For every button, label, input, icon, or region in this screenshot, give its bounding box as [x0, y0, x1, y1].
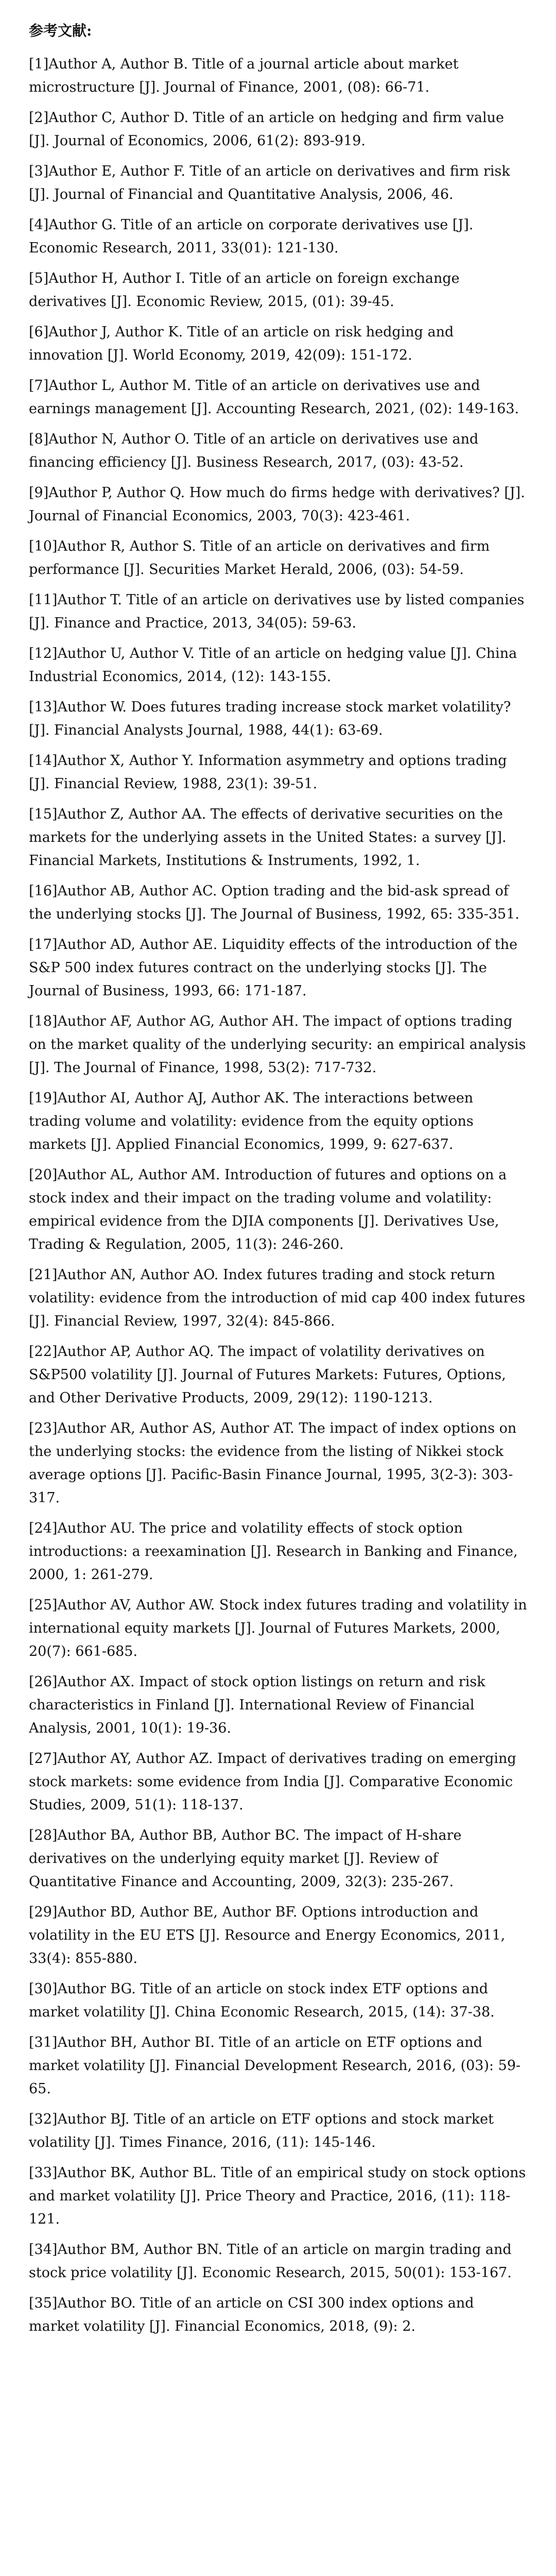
reference-number: [21] — [29, 1267, 58, 1283]
reference-number: [25] — [29, 1597, 58, 1613]
reference-number: [15] — [29, 806, 58, 822]
reference-item — [29, 267, 527, 313]
reference-item — [29, 588, 527, 635]
reference-number: [29] — [29, 1904, 58, 1920]
reference-item — [29, 428, 527, 474]
reference-number: [2] — [29, 110, 49, 126]
reference-number: [23] — [29, 1420, 58, 1436]
reference-text: Author J, Author K. Title of an article on risk hedging and innovation [J]. World Economy, 2019, 42(09): 151-172. — [29, 324, 454, 363]
reference-text: Author R, Author S. Title of an article on derivatives and firm performance [J]. Securities Market Herald, 2006, (03): 54-59. — [29, 538, 490, 578]
reference-number: [16] — [29, 883, 58, 899]
reference-text: Author C, Author D. Title of an article on hedging and firm value [J]. Journal of Economics, 2006, 61(2): 893-919. — [29, 110, 504, 149]
reference-number: [20] — [29, 1167, 58, 1183]
reference-number: [26] — [29, 1674, 58, 1690]
reference-text: Author W. Does futures trading increase stock market volatility? [J]. Financial Analysts Journal, 1988, 44(1): 63-69. — [29, 699, 511, 738]
reference-item — [29, 481, 527, 528]
reference-text: Author BA, Author BB, Author BC. The impact of H-share derivatives on the underlying equity market [J]. Review of Quantitative Finance and Accounting, 2009, 32(3): 235-267. — [29, 1827, 462, 1890]
reference-number: [19] — [29, 1090, 58, 1106]
reference-number: [11] — [29, 592, 58, 608]
reference-text: Author AF, Author AG, Author AH. The impact of options trading on the market quality of the underlying security: an empirical analysis [J]. The Journal of Finance, 1998, 53(2): 717-732. — [29, 1013, 526, 1076]
reference-text: Author AL, Author AM. Introduction of futures and options on a stock index and their impact on the trading volume and volatility: empirical evidence from the DJIA components [J]. Derivatives Use, Trading & Regulation, 2005, 11(3): 246-260. — [29, 1167, 507, 1252]
reference-item — [29, 1417, 527, 1510]
reference-number: [7] — [29, 378, 49, 394]
reference-text: Author AV, Author AW. Stock index futures trading and volatility in international equity markets [J]. Journal of Futures Markets, 2000, 20(7): 661-685. — [29, 1597, 527, 1659]
reference-number: [27] — [29, 1751, 58, 1767]
reference-number: [24] — [29, 1520, 58, 1536]
reference-number: [13] — [29, 699, 58, 715]
reference-text: Author BK, Author BL. Title of an empirical study on stock options and market volatility [J]. Price Theory and Practice, 2016, (11): 118-121. — [29, 2165, 526, 2227]
reference-text: Author Z, Author AA. The effects of derivative securities on the markets for the underlying assets in the United States: a survey [J]. Financial Markets, Institutions & Instruments, 1992, 1. — [29, 806, 507, 869]
reference-item — [29, 2292, 527, 2338]
reference-number: [32] — [29, 2111, 58, 2127]
reference-item — [29, 1977, 527, 2024]
reference-text: Author E, Author F. Title of an article on derivatives and firm risk [J]. Journal of Financial and Quantitative Analysis, 2006, 46. — [29, 163, 510, 202]
reference-number: [35] — [29, 2295, 58, 2311]
reference-item — [29, 1163, 527, 1256]
reference-text: Author BO. Title of an article on CSI 300 index options and market volatility [J]. Financial Economics, 2018, (9): 2. — [29, 2295, 474, 2334]
reference-number: [3] — [29, 163, 49, 179]
reference-item — [29, 535, 527, 581]
reference-text: Author AU. The price and volatility effects of stock option introductions: a reexamination [J]. Research in Banking and Finance, 2000, 1: 261-279. — [29, 1520, 518, 1583]
reference-text: Author AD, Author AE. Liquidity effects of the introduction of the S&P 500 index futures contract on the underlying stocks [J]. The Journal of Business, 1993, 66: 171-187. — [29, 937, 518, 999]
reference-text: Author T. Title of an article on derivatives use by listed companies [J]. Finance and Practice, 2013, 34(05): 59-63. — [29, 592, 525, 631]
reference-number: [14] — [29, 753, 58, 769]
reference-item — [29, 803, 527, 872]
reference-text: Author G. Title of an article on corporate derivatives use [J]. Economic Research, 2011, 33(01): 121-130. — [29, 217, 474, 256]
reference-text: Author N, Author O. Title of an article on derivatives use and financing efficiency [J]. Business Research, 2017, (03): 43-52. — [29, 431, 479, 470]
reference-item — [29, 53, 527, 99]
reference-text: Author L, Author M. Title of an article on derivatives use and earnings management [J]. Accounting Research, 2021, (02): 149-163. — [29, 378, 519, 417]
reference-number: [33] — [29, 2165, 58, 2181]
reference-number: [34] — [29, 2242, 58, 2258]
reference-text: Author P, Author Q. How much do firms hedge with derivatives? [J]. Journal of Financial Economics, 2003, 70(3): 423-461. — [29, 485, 525, 524]
reference-item — [29, 106, 527, 152]
reference-item — [29, 1747, 527, 1817]
reference-item — [29, 374, 527, 420]
reference-number: [31] — [29, 2035, 58, 2050]
reference-number: [1] — [29, 56, 49, 72]
reference-item — [29, 2108, 527, 2154]
reference-number: [12] — [29, 646, 58, 662]
reference-text: Author BD, Author BE, Author BF. Options introduction and volatility in the EU ETS [J]. Resource and Energy Economics, 2011, 33(4): 855-880. — [29, 1904, 506, 1967]
reference-item — [29, 642, 527, 688]
reference-item — [29, 1340, 527, 1410]
reference-number: [30] — [29, 1981, 58, 1997]
reference-item — [29, 1263, 527, 1333]
reference-item — [29, 749, 527, 795]
reference-text: Author H, Author I. Title of an article on foreign exchange derivatives [J]. Economic Review, 2015, (01): 39-45. — [29, 270, 460, 310]
reference-number: [8] — [29, 431, 49, 447]
reference-item — [29, 2238, 527, 2284]
reference-text: Author BJ. Title of an article on ETF options and stock market volatility [J]. Times Finance, 2016, (11): 145-146. — [29, 2111, 494, 2150]
reference-item — [29, 1010, 527, 1079]
reference-text: Author BG. Title of an article on stock index ETF options and market volatility [J]. China Economic Research, 2015, (14): 37-38. — [29, 1981, 495, 2020]
reference-number: [6] — [29, 324, 49, 340]
reference-text: Author AN, Author AO. Index futures trading and stock return volatility: evidence from the introduction of mid cap 400 index futures [J]. Financial Review, 1997, 32(4): 845-866. — [29, 1267, 526, 1329]
reference-item — [29, 160, 527, 206]
reference-text: Author AX. Impact of stock option listings on return and risk characteristics in Finland [J]. International Review of Financial Analysis, 2001, 10(1): 19-36. — [29, 1674, 485, 1736]
reference-number: [22] — [29, 1344, 58, 1360]
reference-number: [17] — [29, 937, 58, 953]
reference-item — [29, 933, 527, 1003]
reference-item — [29, 213, 527, 260]
reference-item — [29, 1517, 527, 1586]
reference-text: Author A, Author B. Title of a journal article about market microstructure [J]. Journal of Finance, 2001, (08): 66-71. — [29, 56, 459, 95]
reference-item — [29, 2031, 527, 2100]
reference-text: Author AR, Author AS, Author AT. The impact of index options on the underlying stocks: the evidence from the listing of Nikkei stock average options [J]. Pacific-Basin Finance Journal, 1995, 3(2-3): 303-317. — [29, 1420, 517, 1506]
reference-number: [5] — [29, 270, 49, 286]
reference-item — [29, 2161, 527, 2231]
reference-text: Author BH, Author BI. Title of an article on ETF options and market volatility [J]. Financial Development Research, 2016, (03): 59-65. — [29, 2035, 521, 2097]
reference-text: Author X, Author Y. Information asymmetry and options trading [J]. Financial Review, 1988, 23(1): 39-51. — [29, 753, 507, 792]
reference-text: Author AI, Author AJ, Author AK. The interactions between trading volume and volatility: evidence from the equity options markets [J]. Applied Financial Economics, 1999, 9: 627-637. — [29, 1090, 474, 1153]
reference-item — [29, 696, 527, 742]
reference-item — [29, 1087, 527, 1156]
reference-number: [10] — [29, 538, 58, 554]
reference-number: [4] — [29, 217, 49, 233]
reference-item — [29, 1594, 527, 1663]
reference-item — [29, 1670, 527, 1740]
reference-number: [9] — [29, 485, 49, 501]
reference-text: Author AP, Author AQ. The impact of volatility derivatives on S&P500 volatility [J]. Journal of Futures Markets: Futures, Options, and Other Derivative Products, 2009, 29(12): 1190-1213. — [29, 1344, 506, 1406]
reference-text: Author AB, Author AC. Option trading and the bid-ask spread of the underlying stocks [J]. The Journal of Business, 1992, 65: 335-351. — [29, 883, 519, 922]
references-heading: 参考文献: — [29, 22, 92, 39]
reference-list — [29, 53, 527, 2338]
reference-item — [29, 1901, 527, 1970]
reference-text: Author BM, Author BN. Title of an article on margin trading and stock price volatility [J]. Economic Research, 2015, 50(01): 153-167. — [29, 2242, 512, 2281]
reference-number: [18] — [29, 1013, 58, 1029]
reference-item — [29, 320, 527, 367]
reference-text: Author U, Author V. Title of an article on hedging value [J]. China Industrial Economics, 2014, (12): 143-155. — [29, 646, 517, 685]
reference-number: [28] — [29, 1827, 58, 1843]
reference-item — [29, 1824, 527, 1893]
reference-text: Author AY, Author AZ. Impact of derivatives trading on emerging stock markets: some evidence from India [J]. Comparative Economic Studies, 2009, 51(1): 118-137. — [29, 1751, 516, 1813]
reference-item — [29, 879, 527, 926]
